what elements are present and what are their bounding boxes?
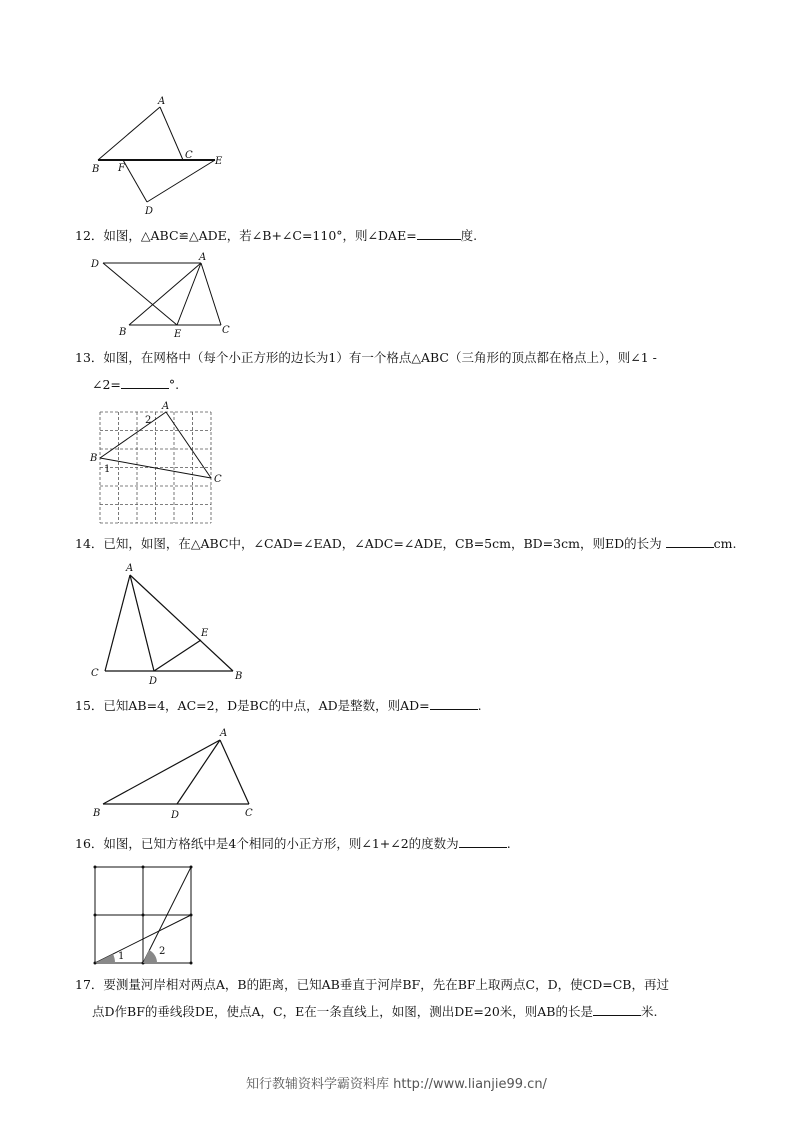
footer-watermark: 知行教辅资料学霸资料库 http://www.lianjie99.cn/ xyxy=(246,1077,547,1092)
figure-q13-grid xyxy=(88,400,228,528)
q14-suffix: cm. xyxy=(713,536,737,551)
label-d: D xyxy=(145,206,154,217)
label-a: A xyxy=(220,728,228,739)
q13-text: 13．如图，在网格中（每个小正方形的边长为1）有一个格点△ABC（三角形的顶点都在格点上），则∠1 - xyxy=(75,350,657,365)
label-c: C xyxy=(245,808,253,819)
label-angle-1: 1 xyxy=(118,951,125,962)
label-angle-2: 2 xyxy=(159,946,166,957)
q14-text: 14．已知，如图，在△ABC中，∠CAD=∠EAD，∠ADC=∠ADE，CB=5cm，BD=3cm，则ED的长为 xyxy=(75,536,662,551)
q17-text: 17．要测量河岸相对两点A，B的距离，已知AB垂直于河岸BF，先在BF上取两点C，D，使CD=CB，再过 xyxy=(75,977,669,992)
label-c: C xyxy=(222,325,230,336)
label-a: A xyxy=(126,563,134,574)
answer-blank-12[interactable] xyxy=(417,227,461,240)
label-a: A xyxy=(199,252,207,263)
question-17-line2 xyxy=(92,1003,657,1021)
label-d: D xyxy=(149,676,158,687)
q13-text-2: ∠2= xyxy=(92,377,121,392)
question-17-line1 xyxy=(75,976,669,994)
q13-suffix: °. xyxy=(168,377,180,392)
q15-suffix: . xyxy=(477,698,482,713)
question-14 xyxy=(75,535,736,553)
label-e: E xyxy=(201,628,209,639)
label-d: D xyxy=(171,810,180,821)
label-d: D xyxy=(91,259,100,270)
label-f: F xyxy=(118,163,125,174)
question-12 xyxy=(75,227,477,245)
q16-text: 16．如图，已知方格纸中是4个相同的小正方形，则∠1+∠2的度数为 xyxy=(75,836,459,851)
label-a: A xyxy=(158,96,166,107)
label-b: B xyxy=(92,164,100,175)
q17-text-2: 点D作BF的垂线段DE，使点A，C，E在一条直线上，如图，测出DE=20米，则AB的长是 xyxy=(92,1004,593,1019)
figure-q12 xyxy=(85,250,245,340)
answer-blank-15[interactable] xyxy=(430,697,478,710)
figure-q15 xyxy=(85,722,270,822)
q17-suffix: 米. xyxy=(640,1004,658,1019)
figure-q16 xyxy=(85,858,205,970)
question-13-line2 xyxy=(92,376,179,394)
q15-text: 15．已知AB=4，AC=2，D是BC的中点，AD是整数，则AD= xyxy=(75,698,430,713)
q12-text: 12．如图，△ABC≌△ADE，若∠B+∠C=110°，则∠DAE= xyxy=(75,228,417,243)
figure-q11 xyxy=(85,90,235,220)
label-angle-1: 1 xyxy=(104,464,111,475)
label-angle-2: 2 xyxy=(145,415,152,426)
label-e: E xyxy=(215,156,223,167)
figure-q14 xyxy=(85,558,255,688)
label-a: A xyxy=(162,401,170,412)
label-b: B xyxy=(93,808,101,819)
answer-blank-17[interactable] xyxy=(593,1003,641,1016)
label-b: B xyxy=(119,327,127,338)
question-13-line1 xyxy=(75,349,657,367)
label-e: E xyxy=(174,329,182,340)
answer-blank-14[interactable] xyxy=(666,535,714,548)
label-b: B xyxy=(235,671,243,682)
label-c: C xyxy=(91,668,99,679)
question-16 xyxy=(75,835,511,853)
q12-suffix: 度. xyxy=(460,228,478,243)
label-c: C xyxy=(185,150,193,161)
q16-suffix: . xyxy=(506,836,511,851)
answer-blank-16[interactable] xyxy=(459,835,507,848)
answer-blank-13[interactable] xyxy=(121,376,169,389)
label-c: C xyxy=(214,474,222,485)
label-b: B xyxy=(90,453,98,464)
question-15 xyxy=(75,697,482,715)
